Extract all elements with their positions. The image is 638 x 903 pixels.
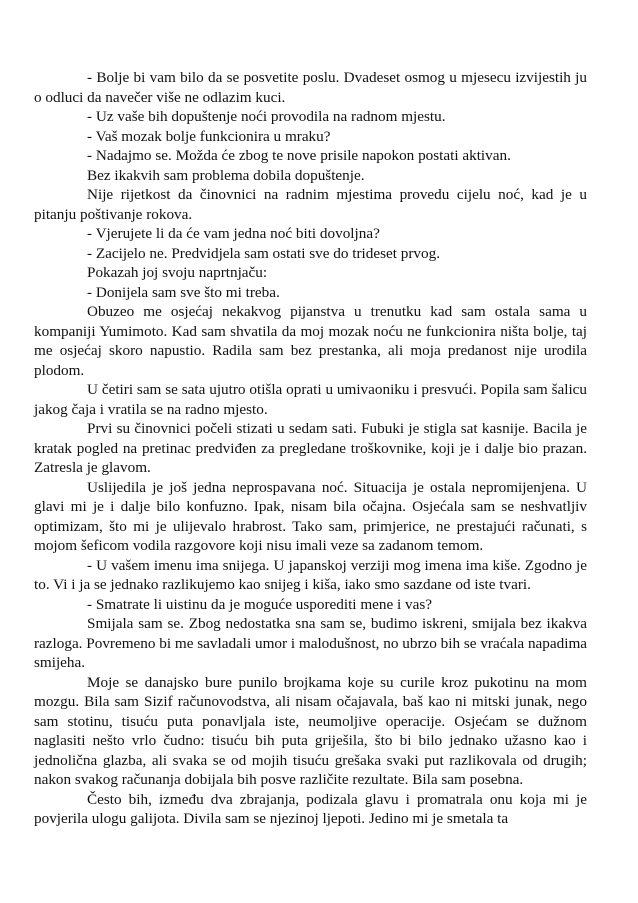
paragraph: - Nadajmo se. Možda će zbog te nove prisile napokon postati aktivan. <box>87 147 511 164</box>
paragraph: Pokazah joj svoju naprtnjaču: <box>87 264 268 281</box>
paragraph: - Donijela sam sve što mi treba. <box>87 283 280 301</box>
paragraph: - Zacijelo ne. Predvidjela sam ostati sve do trideset prvog. <box>87 244 441 262</box>
paragraph: Često bih, između dva zbrajanja, podizala glavu i promatrala onu koja mi je povjerila ulogu galijota. Divila sam se njezinoj ljepoti. Jedino mi je smetala ta <box>34 790 587 827</box>
paragraph: - Bolje bi vam bilo da se posvetite poslu. Dvadeset osmog u mjesecu izvijestih ju o odluci da navečer više ne odlazim kuci. <box>34 69 587 106</box>
paragraph: Prvi su činovnici počeli stizati u sedam sati. Fubuki je stigla sat kasnije. Bacila je kratak pogled na pretinac predviđen za pregledane troškovnike, koji je i dalje bio prazan. Zatresla je glavom. <box>34 420 587 476</box>
paragraph: - U vašem imenu ima snijega. U japanskoj verziji mog imena ima kiše. Zgodno je to. Vi i ja se jednako razlikujemo kao snijeg i kiša, iako smo sazdane od iste tvari. <box>34 556 587 593</box>
paragraph: Nije rijetkost da činovnici na radnim mjestima provedu cijelu noć, kad je u pitanju poštivanje rokova. <box>34 186 587 223</box>
paragraph: Smijala sam se. Zbog nedostatka sna sam se, budimo iskreni, smijala bez ikakva razloga. Povremeno bi me savladali umor i malodušnost, no ubrzo bih se vraćala napadima smijeha. <box>34 615 587 671</box>
paragraph: - Vaš mozak bolje funkcionira u mraku? <box>87 127 331 145</box>
paragraph: - Uz vaše bih dopuštenje noći provodila na radnom mjestu. <box>87 108 446 125</box>
paragraph: Moje se danajsko bure punilo brojkama koje su curile kroz pukotinu na mom mozgu. Bila sam Sizif računovodstva, ali nisam očajavala, baš kao ni mitski junak, nego sam stotinu, tisuću puta ponavljala iste, neumoljive operacije. Osjećam se dužnom naglasiti nešto vrlo čudno: tisuću bih puta griješila, što bi bilo jednako užasno kao i jednolična glazba, ali svaka se od mojih tisuću grešaka svaki put razlikovala od drugih; nakon svakog računanja dobijala bih posve različite rezultate. Bila sam posebna. <box>34 673 587 788</box>
page-body <box>34 68 587 829</box>
paragraph: Obuzeo me osjećaj nekakvog pijanstva u trenutku kad sam ostala sama u kompaniji Yumimoto. Kad sam shvatila da moj mozak noću ne funkcionira ništa bolje, taj me osjećaj skoro napustio. Radila sam bez prestanka, ali moja predanost nije urodila plodom. <box>34 303 587 379</box>
paragraph: Bez ikakvih sam problema dobila dopuštenje. <box>87 166 365 184</box>
paragraph: Uslijedila je još jedna neprospavana noć. Situacija je ostala nepromijenjena. U glavi mi je i dalje bilo konfuzno. Ipak, nisam bila očajna. Osjećala sam se neshvatljiv optimizam, što mi je ulijevalo hrabrost. Tako sam, primjerice, ne prestajući računati, s mojom šeficom vodila razgovore koji nisu imali veze sa zadanom temom. <box>34 478 587 554</box>
paragraph: U četiri sam se sata ujutro otišla oprati u umivaoniku i presvući. Popila sam šalicu jakog čaja i vratila se na radno mjesto. <box>34 381 587 418</box>
paragraph: - Vjerujete li da će vam jedna noć biti dovoljna? <box>87 225 380 242</box>
paragraph: - Smatrate li uistinu da je moguće usporediti mene i vas? <box>87 595 433 613</box>
